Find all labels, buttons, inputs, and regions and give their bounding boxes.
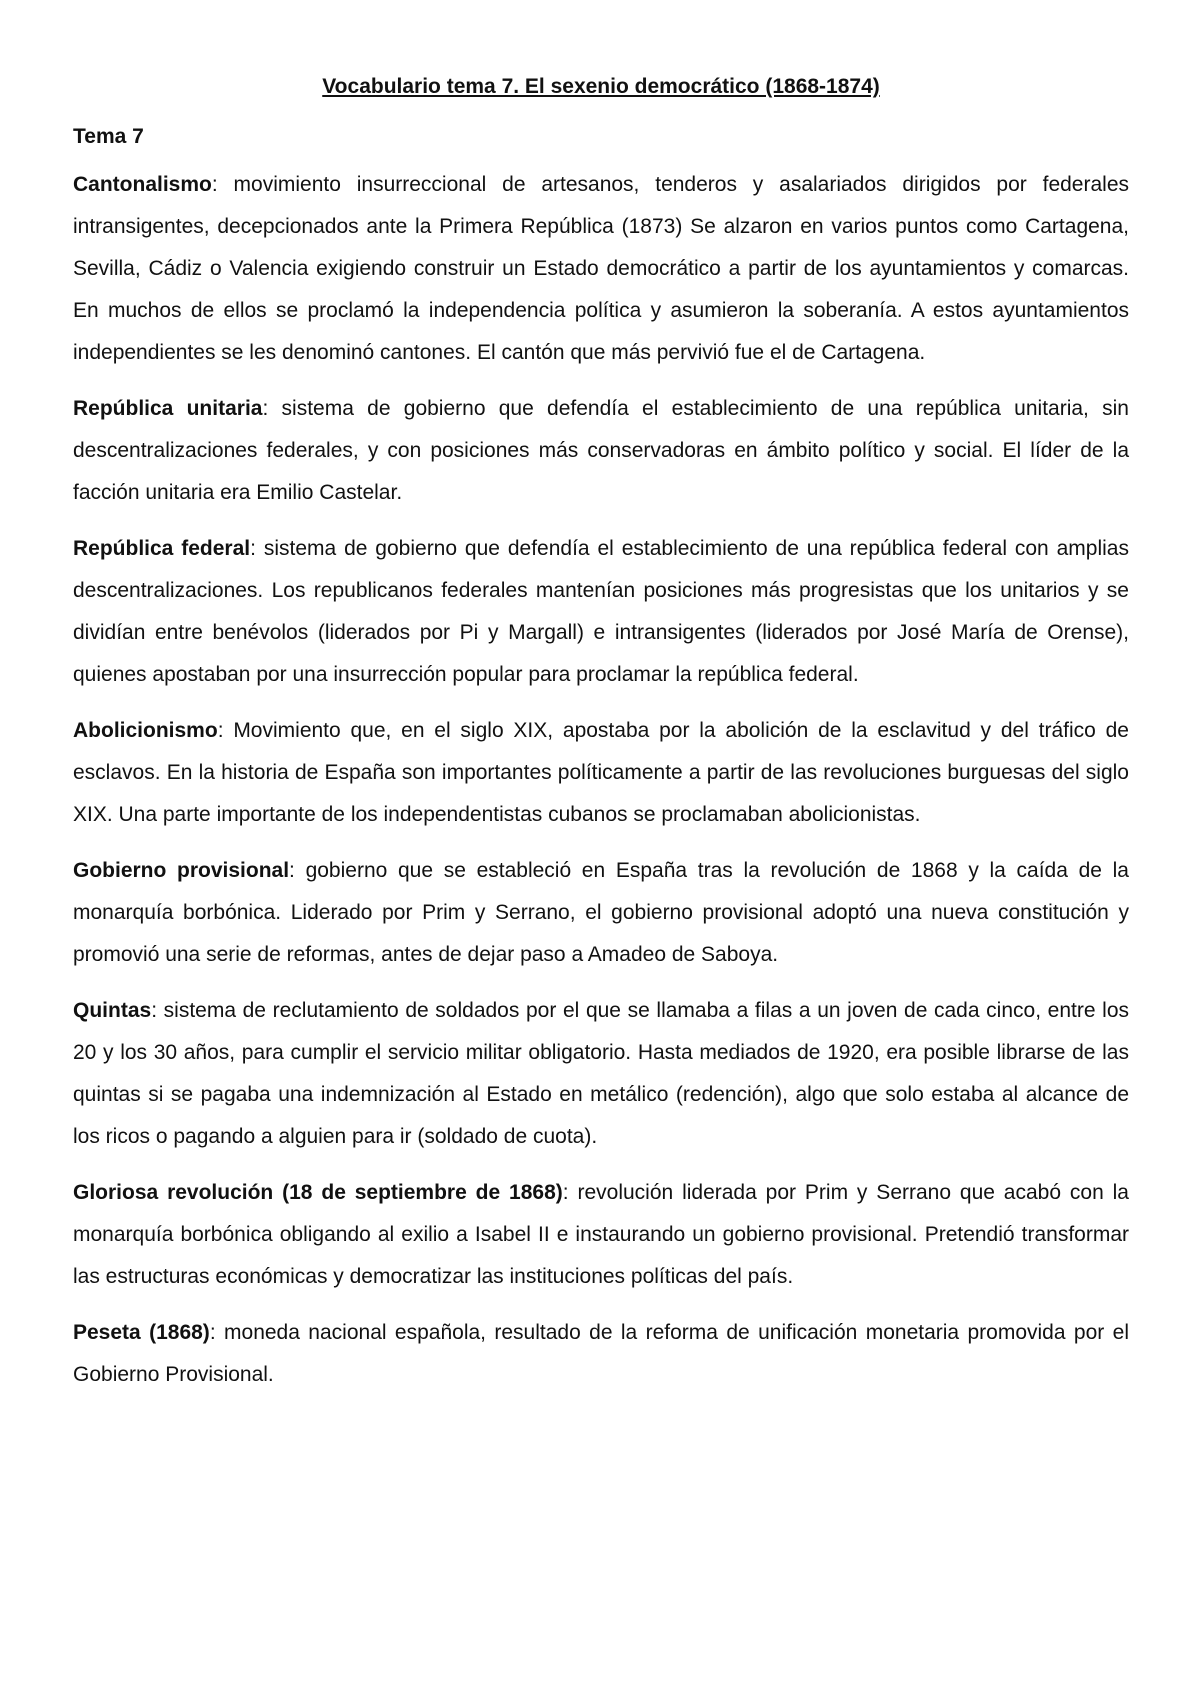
entry-definition: : gobierno que se estableció en España tras la revolución de 1868 y la caída de la monarquía borbónica. Liderado por Prim y Serrano, el gobierno provisional adoptó una nueva constitución y promovió una serie de reformas, antes de dejar paso a Amadeo de Saboya. xyxy=(73,859,1129,966)
vocabulary-entry-abolicionismo xyxy=(73,710,1129,836)
entry-term: Quintas xyxy=(73,999,152,1022)
section-heading: Tema 7 xyxy=(73,125,144,148)
entry-definition: : moneda nacional española, resultado de la reforma de unificación monetaria promovida por el Gobierno Provisional. xyxy=(73,1321,1129,1386)
entry-definition: : revolución liderada por Prim y Serrano que acabó con la monarquía borbónica obligando al exilio a Isabel II e instaurando un gobierno provisional. Pretendió transformar las estructuras económicas y democratizar las instituciones políticas del país. xyxy=(73,1181,1129,1288)
entry-definition: : sistema de reclutamiento de soldados por el que se llamaba a filas a un joven de cada cinco, entre los 20 y los 30 años, para cumplir el servicio militar obligatorio. Hasta mediados de 1920, era posible librarse de las quintas si se pagaba una indemnización al Estado en metálico (redención), algo que solo estaba al alcance de los ricos o pagando a alguien para ir (soldado de cuota). xyxy=(73,999,1129,1148)
entry-term: Gloriosa revolución (18 de septiembre de 1868) xyxy=(73,1181,563,1204)
vocabulary-entry-gloriosa-revolucion xyxy=(73,1172,1129,1298)
vocabulary-entry-republica-federal xyxy=(73,528,1129,696)
document-page xyxy=(73,72,1129,1410)
document-title: Vocabulario tema 7. El sexenio democrático (1868-1874) xyxy=(322,75,880,98)
vocabulary-entry-peseta xyxy=(73,1312,1129,1396)
entry-definition: : sistema de gobierno que defendía el establecimiento de una república federal con amplias descentralizaciones. Los republicanos federales mantenían posiciones más progresistas que los unitarios y se dividían entre benévolos (liderados por Pi y Margall) e intransigentes (liderados por José María de Orense), quienes apostaban por una insurrección popular para proclamar la república federal. xyxy=(73,537,1129,686)
entry-term: República unitaria xyxy=(73,397,263,420)
entry-term: República federal xyxy=(73,537,251,560)
entry-term: Gobierno provisional xyxy=(73,859,290,882)
vocabulary-entry-quintas xyxy=(73,990,1129,1158)
vocabulary-entry-cantonalismo xyxy=(73,164,1129,374)
entry-term: Peseta (1868) xyxy=(73,1321,210,1344)
entry-definition: : sistema de gobierno que defendía el establecimiento de una república unitaria, sin descentralizaciones federales, y con posiciones más conservadoras en ámbito político y social. El líder de la facción unitaria era Emilio Castelar. xyxy=(73,397,1129,504)
entry-term: Cantonalismo xyxy=(73,173,212,196)
vocabulary-entry-gobierno-provisional xyxy=(73,850,1129,976)
entry-definition: : movimiento insurreccional de artesanos, tenderos y asalariados dirigidos por federales intransigentes, decepcionados ante la Primera República (1873) Se alzaron en varios puntos como Cartagena, Sevilla, Cádiz o Valencia exigiendo construir un Estado democrático a partir de los ayuntamientos y comarcas. En muchos de ellos se proclamó la independencia política y asumieron la soberanía. A estos ayuntamientos independientes se les denominó cantones. El cantón que más pervivió fue el de Cartagena. xyxy=(73,173,1129,364)
vocabulary-entry-republica-unitaria xyxy=(73,388,1129,514)
entry-definition: : Movimiento que, en el siglo XIX, apostaba por la abolición de la esclavitud y del tráfico de esclavos. En la historia de España son importantes políticamente a partir de las revoluciones burguesas del siglo XIX. Una parte importante de los independentistas cubanos se proclamaban abolicionistas. xyxy=(73,719,1129,826)
entry-term: Abolicionismo xyxy=(73,719,218,742)
